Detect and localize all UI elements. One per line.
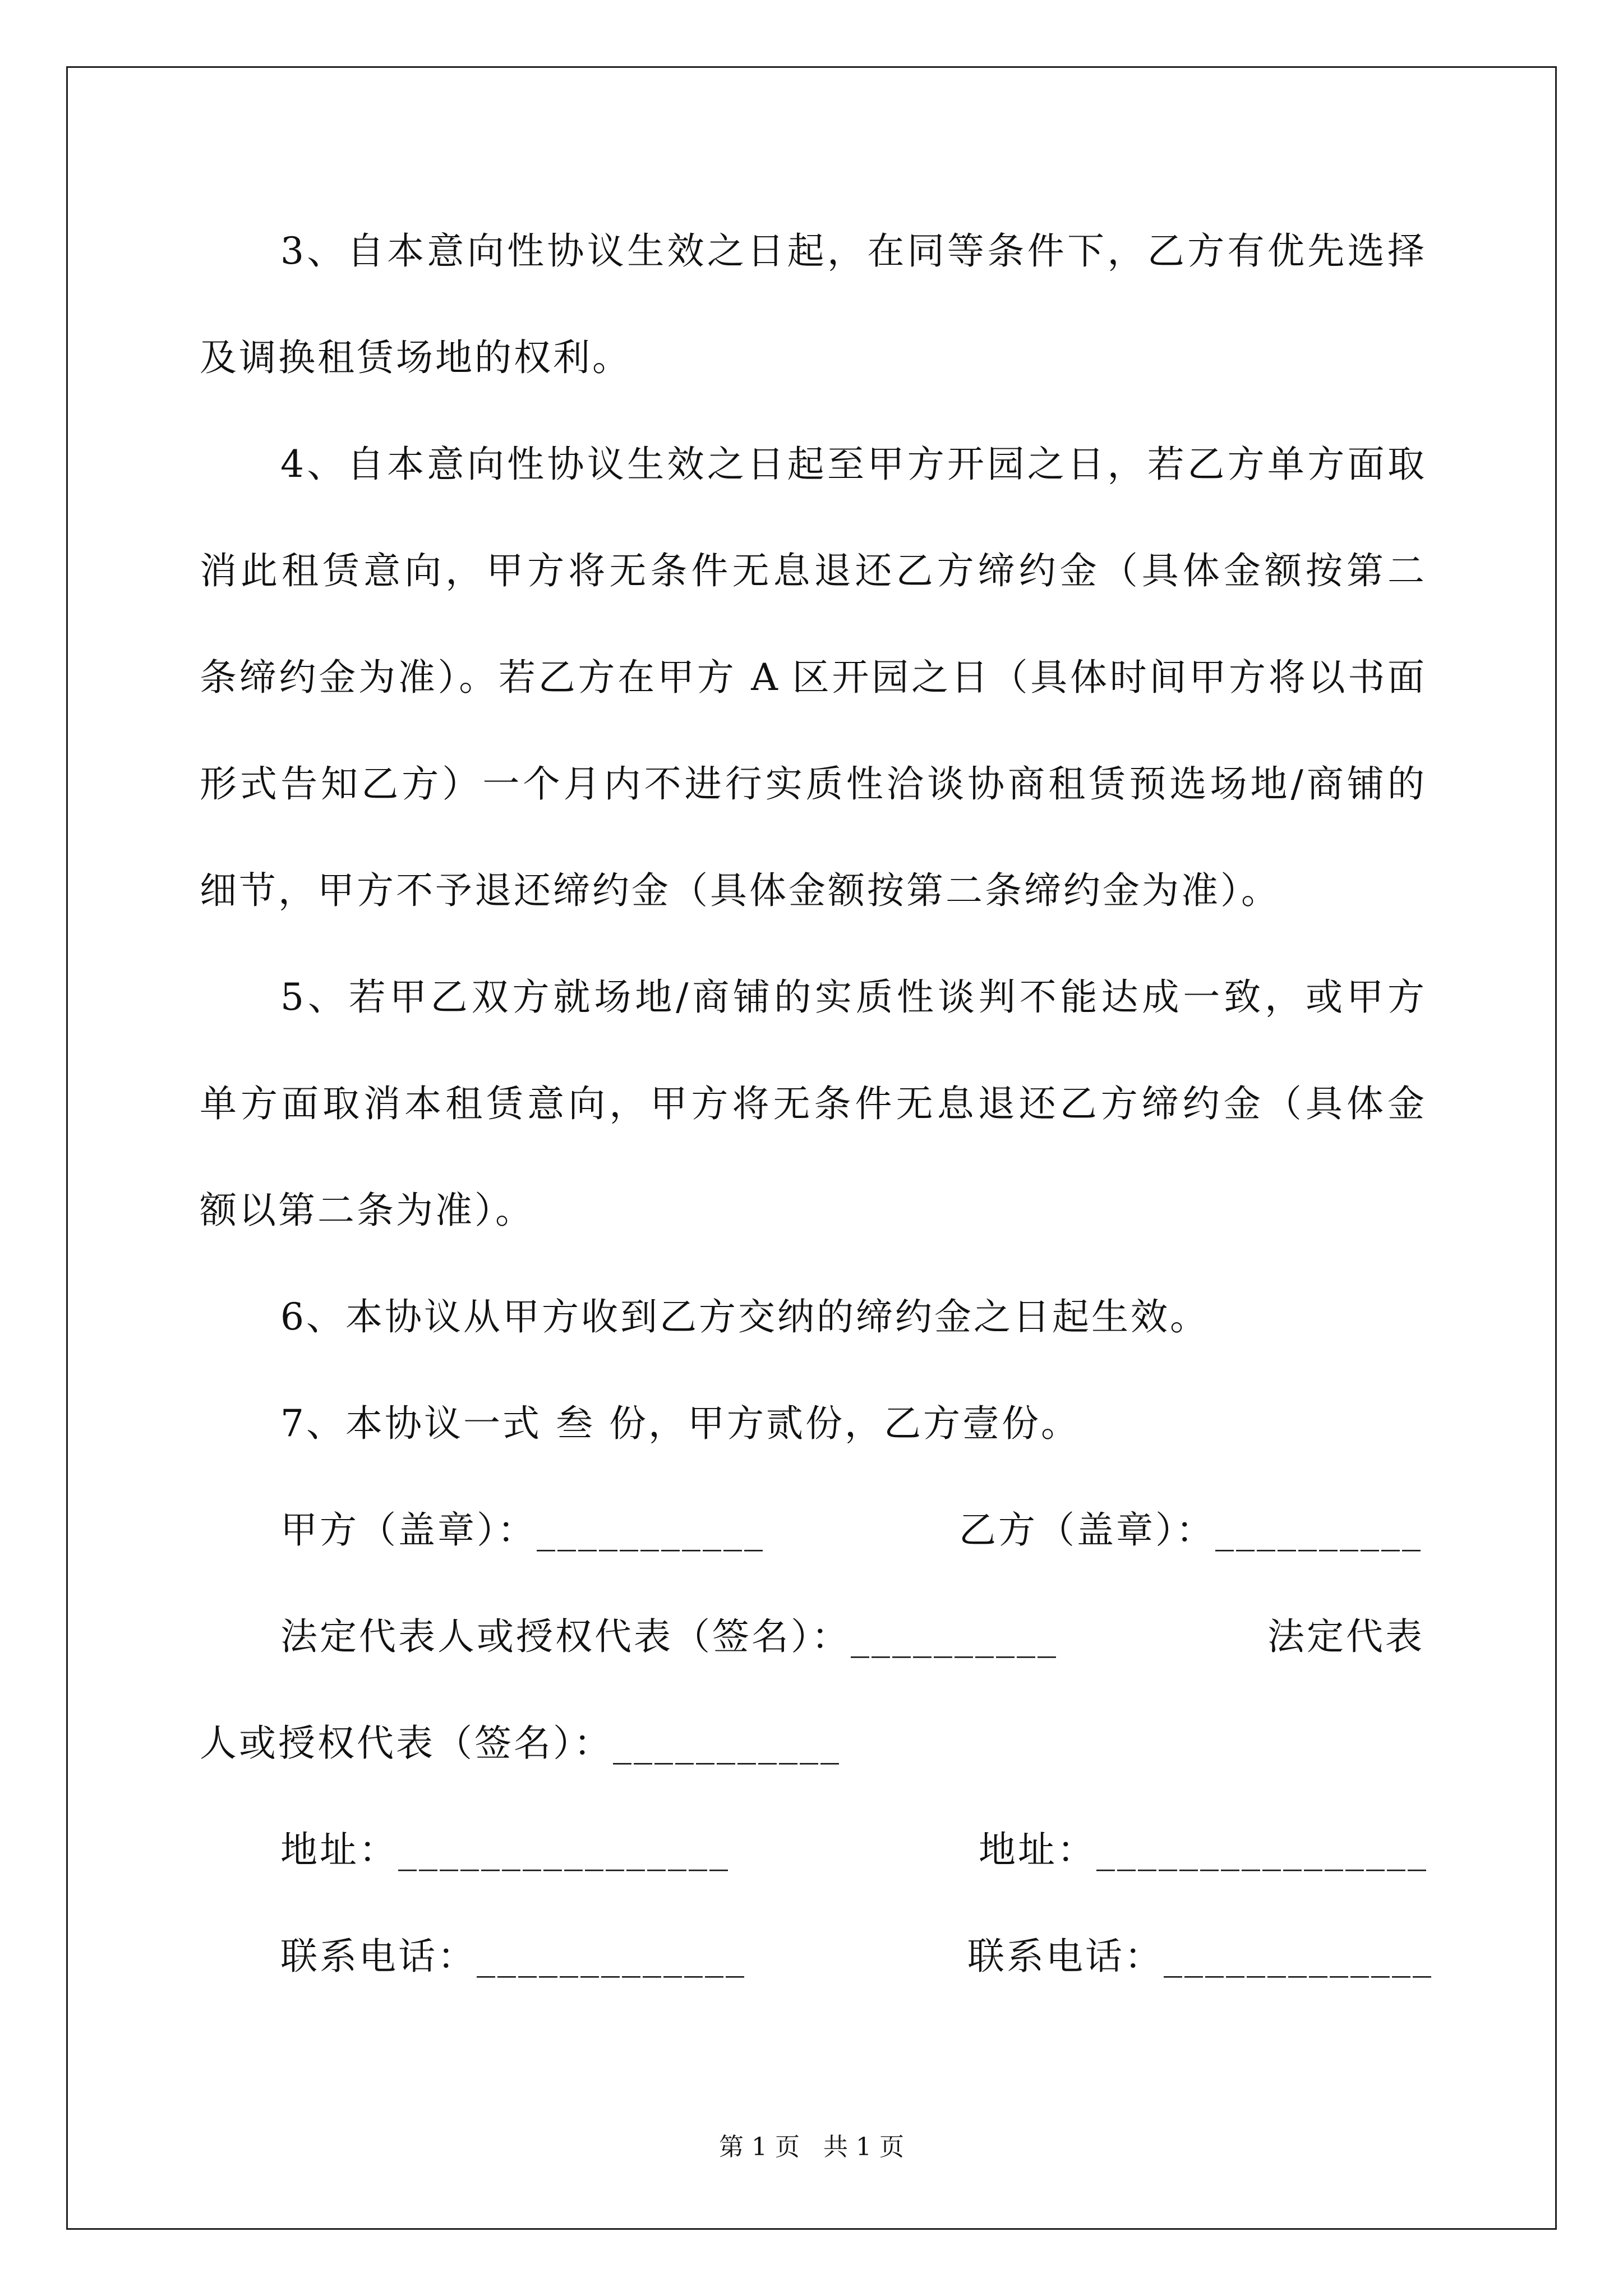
phone-a: 联系电话：_____________ xyxy=(280,1935,746,1978)
address-a: 地址：________________ xyxy=(280,1828,730,1871)
clause-4-line-3: 条缔约金为准）。若乙方在甲方 A 区开园之日（具体时间甲方将以书面 xyxy=(200,656,1424,699)
clause-5-line-1: 5、若甲乙双方就场地/商铺的实质性谈判不能达成一致，或甲方 xyxy=(280,976,1424,1019)
representative-a: 法定代表人或授权代表（签名）：__________ xyxy=(280,1615,1058,1658)
clause-3-line-1: 3、自本意向性协议生效之日起，在同等条件下，乙方有优先选择 xyxy=(280,229,1424,273)
clause-5-line-2: 单方面取消本租赁意向，甲方将无条件无息退还乙方缔约金（具体金 xyxy=(200,1082,1424,1125)
clause-4-line-5: 细节，甲方不予退还缔约金（具体金额按第二条缔约金为准）。 xyxy=(200,869,1280,912)
clause-7: 7、本协议一式 叁 份，甲方贰份，乙方壹份。 xyxy=(280,1402,1080,1445)
party-b-seal: 乙方（盖章）：__________ xyxy=(959,1508,1423,1552)
representative-b-part2: 人或授权代表（签名）：___________ xyxy=(200,1722,841,1765)
page-footer: 第 1 页 共 1 页 xyxy=(719,2133,904,2161)
representative-b-part1: 法定代表 xyxy=(1267,1615,1424,1658)
address-b: 地址：________________ xyxy=(979,1828,1428,1871)
clause-4-line-4: 形式告知乙方）一个月内不进行实质性洽谈协商租赁预选场地/商铺的 xyxy=(200,762,1424,806)
clause-5-line-3: 额以第二条为准）。 xyxy=(200,1189,534,1232)
page-border xyxy=(66,66,1557,2230)
clause-4-line-2: 消此租赁意向，甲方将无条件无息退还乙方缔约金（具体金额按第二 xyxy=(200,549,1424,592)
phone-b: 联系电话：_____________ xyxy=(967,1935,1433,1978)
clause-4-line-1: 4、自本意向性协议生效之日起至甲方开园之日，若乙方单方面取 xyxy=(280,443,1424,486)
party-a-seal: 甲方（盖章）：___________ xyxy=(280,1508,765,1552)
clause-3-line-2: 及调换租赁场地的权利。 xyxy=(200,336,631,379)
clause-6: 6、本协议从甲方收到乙方交纳的缔约金之日起生效。 xyxy=(280,1295,1209,1338)
